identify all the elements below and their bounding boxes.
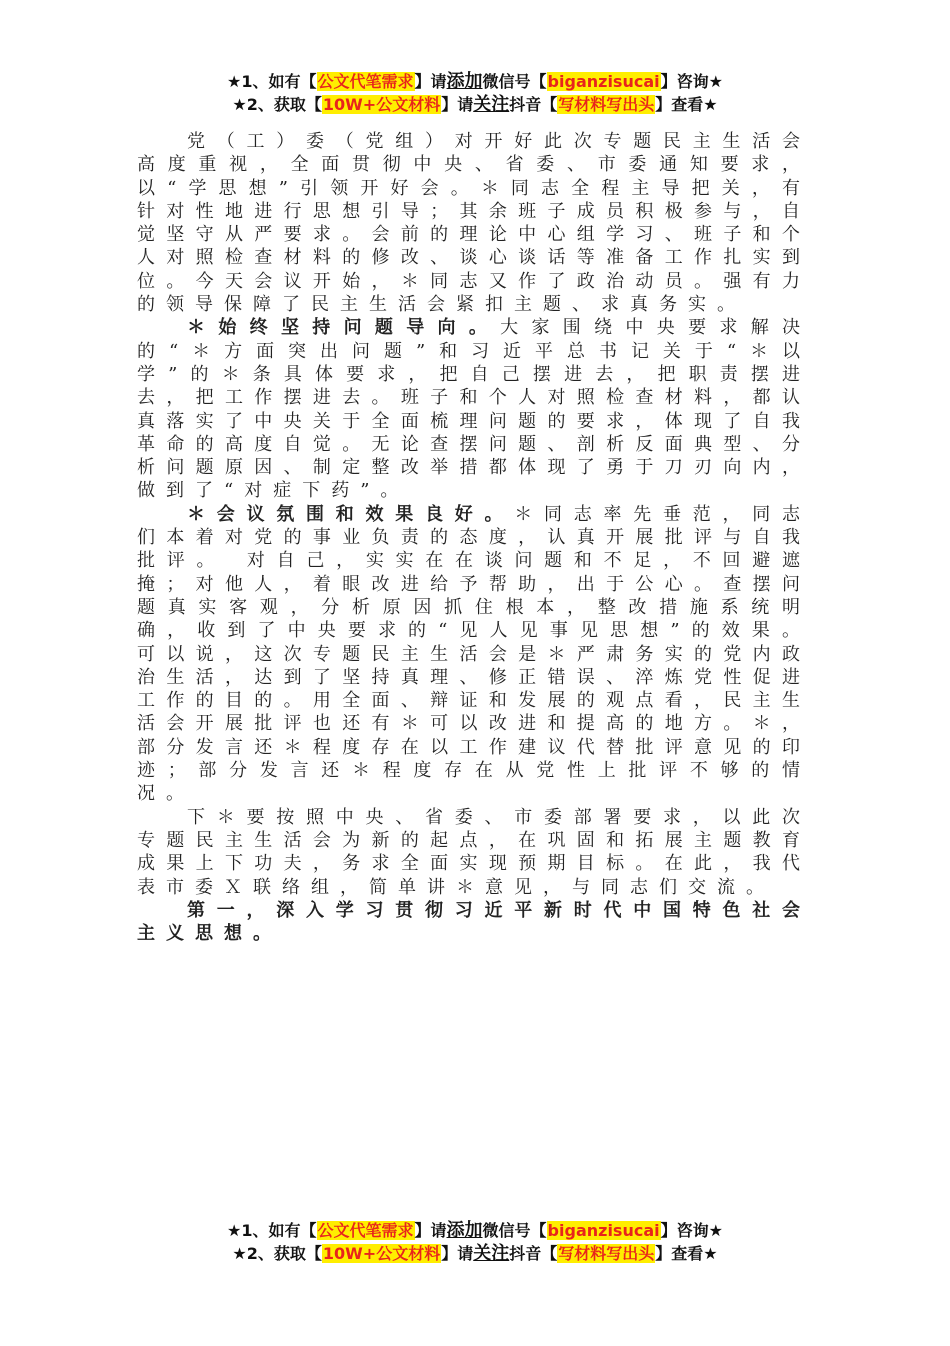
banner-text: 抖音【 (509, 95, 558, 114)
banner-text: 】查看★ (655, 95, 718, 114)
highlight-wechat-id: biganzisucai (547, 1221, 660, 1240)
highlight-service: 公文代笔需求 (317, 72, 414, 91)
document-body (137, 130, 811, 945)
highlight-service: 公文代笔需求 (317, 1221, 414, 1240)
highlight-materials: 10W+公文材料 (322, 1244, 441, 1263)
banner-text: 抖音【 (509, 1244, 558, 1263)
paragraph-1: 党（工）委（党组）对开好此次专题民主生活会高度重视，全面贯彻中央、省委、市委通知要求，以“学思想”引领开好会。＊同志全程主导把关，有针对性地进行思想引导；其余班子成员积极参与，自觉坚守从严要求。会前的理论中心组学习、班子和个人对照检查材料的修改、谈心谈话等准备工作扎实到位。今天会议开始，＊同志又作了政治动员。强有力的领导保障了民主生活会紧扣主题、求真务实。 (137, 131, 811, 316)
footer-banner-line-1 (0, 1219, 950, 1242)
highlight-materials: 10W+公文材料 (322, 95, 441, 114)
banner-text: 】咨询★ (660, 1221, 723, 1240)
banner-text: 】请 (414, 1221, 447, 1240)
footer-banner (0, 1219, 950, 1265)
banner-text: ★2、获取【 (232, 1244, 322, 1263)
highlight-douyin: 写材料写出头 (558, 1244, 655, 1263)
paragraph-4: 下＊要按照中央、省委、市委部署要求，以此次专题民主生活会为新的起点，在巩固和拓展主题教育成果上下功夫，务求全面实现预期目标。在此，我代表市委Ｘ联络组，简单讲＊意见，与同志们交流。 (137, 806, 811, 898)
underlined-add: 添加 (446, 71, 483, 92)
banner-text: 微信号【 (482, 1221, 547, 1240)
banner-text: ★1、如有【 (227, 1221, 317, 1240)
banner-text: 微信号【 (482, 72, 547, 91)
paragraph-3 (137, 503, 811, 806)
paragraph-3-text: ＊同志率先垂范，同志们本着对党的事业负责的态度，认真开展批评与自我批评。 对自己，实实在在谈问题和不足，不回避遮掩；对他人，着眼改进给予帮助，出于公心。查摆问题真实客观，分析原因抓住根本，整改措施系统明确，收到了中央要求的“见人见事见思想”的效果。可以说，这次专题民主生活会是＊严肃务实的党内政治生活，达到了坚持真理、修正错误、淬炼党性促进工作的目的。用全面、辩证和发展的观点看，民主生活会开展批评也还有＊可以改进和提高的地方。＊，部分发言还＊程度存在以工作建议代替批评意见的印迹；部分发言还＊程度存在从党性上批评不够的情况。 (137, 503, 811, 805)
paragraph-3-heading: ＊会议氛围和效果良好。 (187, 503, 515, 525)
banner-text: 】请 (414, 72, 447, 91)
banner-line-2 (0, 93, 950, 116)
underlined-follow: 关注 (473, 1243, 510, 1264)
section-heading-1: 第一，深入学习贯彻习近平新时代中国特色社会主义思想。 (137, 899, 811, 945)
underlined-add: 添加 (446, 1220, 483, 1241)
paragraph-2-text: 大家围绕中央要求解决的“＊方面突出问题”和习近平总书记关于“＊以学”的＊条具体要求，把自己摆进去，把职责摆进去，把工作摆进去。班子和个人对照检查材料，都认真落实了中央关于全面梳理问题的要求，体现了自我革命的高度自觉。无论查摆问题、剖析反面典型、分析问题原因、制定整改举措都体现了勇于刀刃向内，做到了“对症下药”。 (137, 317, 812, 502)
highlight-douyin: 写材料写出头 (558, 95, 655, 114)
footer-banner-line-2 (0, 1242, 950, 1265)
highlight-wechat-id: biganzisucai (547, 72, 660, 91)
banner-text: ★2、获取【 (232, 95, 322, 114)
banner-text: 】请 (441, 95, 474, 114)
banner-text: ★1、如有【 (227, 72, 317, 91)
banner-line-1 (0, 70, 950, 93)
paragraph-5 (137, 899, 811, 946)
paragraph-2 (137, 316, 811, 502)
banner-text: 】查看★ (655, 1244, 718, 1263)
paragraph-2-heading: ＊始终坚持问题导向。 (187, 317, 501, 339)
banner-text: 】请 (441, 1244, 474, 1263)
underlined-follow: 关注 (473, 94, 510, 115)
banner-text: 】咨询★ (660, 72, 723, 91)
header-banner (0, 70, 950, 116)
